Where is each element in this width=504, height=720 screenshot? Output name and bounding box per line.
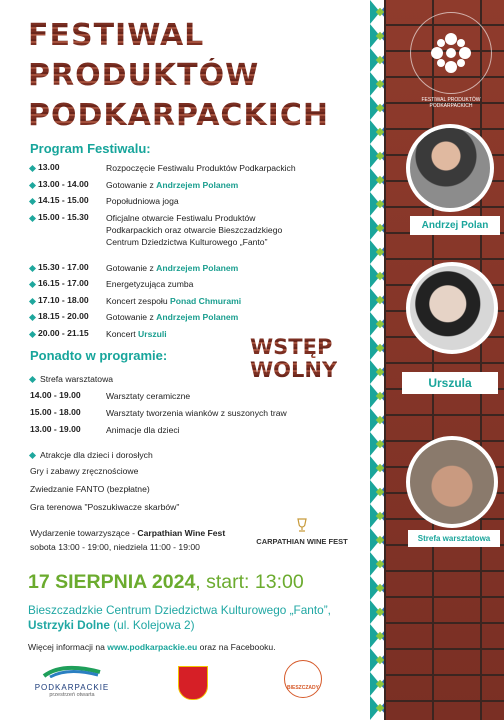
- extra-heading: Ponadto w programie:: [30, 348, 168, 363]
- workshop-desc: Warsztaty tworzenia wianków z suszonych traw: [106, 408, 287, 418]
- kids-item: Gra terenowa "Poszukiwacze skarbów": [30, 502, 180, 512]
- bullet-icon: [29, 264, 36, 271]
- program-desc: Energetyzująca zumba: [106, 279, 194, 289]
- program-desc: Koncert zespołu Ponad Chmurami: [106, 295, 242, 306]
- bullet-icon: [29, 297, 36, 304]
- bullet-icon: [29, 198, 36, 205]
- program-desc: Oficjalne otwarcie Festiwalu Produktów Podkarpackich oraz otwarcie Bieszczadzkiego Centrum Dziedzictwa Kulturowego „Fanto”: [106, 212, 283, 247]
- wine-event: Wydarzenie towarzyszące - Carpathian Wine Fest: [30, 528, 226, 538]
- title-line-1: FESTIWAL: [28, 18, 205, 53]
- photo-andrzej-polan: [406, 124, 494, 212]
- program-desc: Koncert Urszuli: [106, 328, 167, 339]
- website-link[interactable]: www.podkarpackie.eu: [107, 642, 198, 652]
- program-time: 17.10 - 18.00: [38, 294, 89, 305]
- workshop-time: 15.00 - 18.00: [30, 407, 81, 417]
- workshop-desc: Warsztaty ceramiczne: [106, 391, 191, 401]
- workshop-time: 13.00 - 19.00: [30, 424, 81, 434]
- program-time: 13.00 - 14.00: [38, 178, 89, 189]
- bullet-icon: [29, 376, 36, 383]
- label-strefa: Strefa warsztatowa: [408, 530, 500, 547]
- venue: Bieszczadzkie Centrum Dziedzictwa Kulturowego „Fanto”, Ustrzyki Dolne (ul. Kolejowa 2): [28, 603, 331, 632]
- program-time: 18.15 - 20.00: [38, 311, 89, 321]
- program-time: 15.30 - 17.00: [38, 261, 89, 272]
- coat-of-arms-icon: [178, 666, 208, 700]
- photo-strefa: [406, 436, 498, 528]
- bullet-icon: [29, 181, 36, 188]
- workshop-zone: Strefa warsztatowa: [40, 374, 114, 384]
- bullet-icon: [29, 165, 36, 172]
- bieszczady-logo: BIESZCZADY: [284, 660, 322, 698]
- wine-logo: CARPATHIAN WINE FEST: [252, 518, 352, 546]
- event-date: 17 SIERPNIA 2024, start: 13:00: [28, 571, 304, 593]
- title-line-3: PODKARPACKICH: [28, 98, 329, 133]
- program-time: 15.00 - 15.30: [38, 211, 89, 222]
- label-urszula: Urszula: [402, 372, 498, 394]
- program-desc: Rozpoczęcie Festiwalu Produktów Podkarpackich: [106, 163, 296, 173]
- workshop-time: 14.00 - 19.00: [30, 390, 81, 400]
- bullet-icon: [29, 330, 36, 337]
- wine-glass-icon: [295, 518, 309, 532]
- podkarpackie-logo: PODKARPACKIE przestrzeń otwarta: [26, 664, 118, 698]
- program-desc: Gotowanie z Andrzejem Polanem: [106, 262, 239, 273]
- title-line-2: PRODUKTÓW: [28, 58, 260, 93]
- program-time: 16.15 - 17.00: [38, 278, 89, 288]
- kids-heading: Atrakcje dla dzieci i dorosłych: [40, 450, 153, 460]
- bullet-icon: [29, 314, 36, 321]
- label-andrzej-polan: Andrzej Polan: [410, 216, 500, 235]
- program-heading: Program Festiwalu:: [30, 141, 151, 156]
- bullet-icon: [29, 214, 36, 221]
- kids-item: Zwiedzanie FANTO (bezpłatne): [30, 484, 150, 494]
- free-entry: WSTĘP WOLNY: [250, 335, 338, 382]
- bullet-icon: [29, 452, 36, 459]
- program-desc: Popołudniowa joga: [106, 196, 179, 206]
- bullet-icon: [29, 281, 36, 288]
- workshop-desc: Animacje dla dzieci: [106, 425, 180, 435]
- program-desc: Gotowanie z Andrzejem Polanem: [106, 179, 239, 190]
- festival-badge: FESTIWAL PRODUKTÓW PODKARPACKICH: [410, 12, 492, 94]
- flower-icon: [411, 13, 491, 93]
- program-desc: Gotowanie z Andrzejem Polanem: [106, 312, 239, 322]
- program-time: 14.15 - 15.00: [38, 195, 89, 205]
- program-time: 20.00 - 21.15: [38, 327, 89, 338]
- wine-hours: sobota 13:00 - 19:00, niedziela 11:00 - 19:00: [30, 542, 200, 552]
- kids-item: Gry i zabawy zręcznościowe: [30, 466, 139, 476]
- program-time: 13.00: [38, 162, 60, 172]
- photo-urszula: [406, 262, 498, 354]
- more-info: Więcej informacji na www.podkarpackie.eu oraz na Facebooku.: [28, 642, 276, 652]
